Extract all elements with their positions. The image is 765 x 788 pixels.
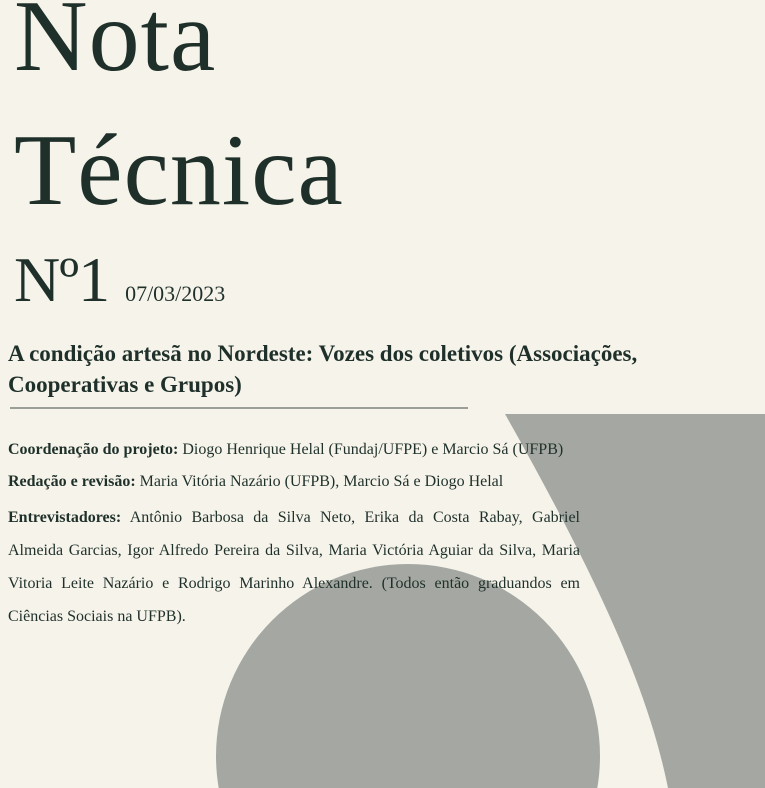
credit-writing-text: Maria Vitória Nazário (UFPB), Marcio Sá e Diogo Helal — [139, 473, 504, 490]
credit-coordination-text: Diogo Henrique Helal (Fundaj/UFPE) e Marcio Sá (UFPB) — [182, 441, 564, 458]
title-line-nota: Nota — [14, 0, 217, 93]
credit-interviewers-text: Antônio Barbosa da Silva Neto, Erika da Costa Rabay, Gabriel Almeida Garcias, Igor Alfredo Pereira da Silva, Maria Victória Aguiar da Silva, Maria Vitoria Leite Nazário e Rodrigo Marinho Alexandre. (Todos então graduandos em Ciências Sociais na UFPB). — [8, 509, 580, 625]
credit-interviewers — [8, 501, 580, 633]
credit-writing-label: Redação e revisão: — [8, 473, 136, 490]
credit-writing — [8, 472, 580, 492]
credit-coordination — [8, 440, 580, 460]
issue-date: 07/03/2023 — [125, 281, 226, 306]
issue-number: Nº1 — [14, 244, 110, 315]
credit-interviewers-label: Entrevistadores: — [8, 509, 122, 526]
issue-row — [14, 244, 226, 315]
credits-block — [8, 440, 580, 645]
document-subtitle: A condição artesã no Nordeste: Vozes dos coletivos (Associações, Cooperativas e Grupos) — [8, 341, 638, 397]
subtitle-divider — [10, 407, 468, 409]
title-line-tecnica: Técnica — [14, 114, 344, 227]
credit-coordination-label: Coordenação do projeto: — [8, 441, 179, 458]
